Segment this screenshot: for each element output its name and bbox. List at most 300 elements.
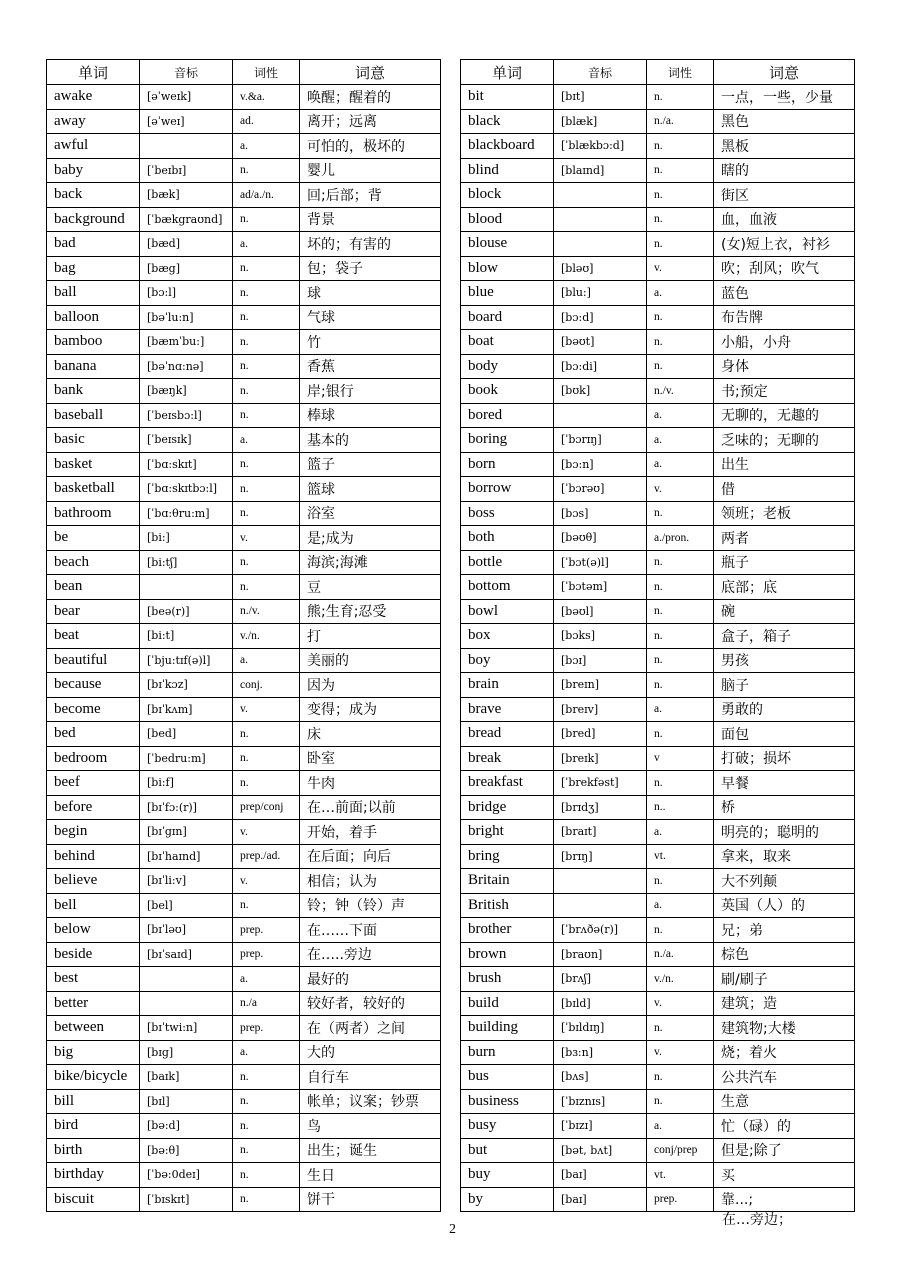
word-cell: board	[461, 305, 554, 330]
meaning-cell: 离开；远离	[300, 109, 441, 134]
phonetic-cell: [ˈbɪznɪs]	[554, 1089, 647, 1114]
pos-cell: n.	[233, 256, 300, 281]
pos-cell: n.	[233, 477, 300, 502]
phonetic-cell: [bə:θ]	[140, 1138, 233, 1163]
phonetic-cell	[140, 134, 233, 159]
vocab-row	[47, 305, 441, 330]
pos-cell: n./a.	[647, 942, 714, 967]
pos-cell: a.	[647, 820, 714, 845]
word-cell: brother	[461, 918, 554, 943]
word-cell: bit	[461, 85, 554, 110]
phonetic-cell: [bɔs]	[554, 501, 647, 526]
word-cell: brown	[461, 942, 554, 967]
vocab-row	[461, 844, 855, 869]
word-cell: bean	[47, 575, 140, 600]
header-pos: 词性	[647, 60, 714, 85]
vocab-row	[461, 1065, 855, 1090]
pos-cell: a.	[647, 697, 714, 722]
vocab-row	[47, 428, 441, 453]
phonetic-cell	[140, 575, 233, 600]
pos-cell: a.	[233, 232, 300, 257]
meaning-cell: 建筑；造	[714, 991, 855, 1016]
meaning-cell: 岸;银行	[300, 379, 441, 404]
meaning-cell: 竹	[300, 330, 441, 355]
pos-cell: n.	[233, 1065, 300, 1090]
vocab-row	[47, 1163, 441, 1188]
pos-cell: vt.	[647, 844, 714, 869]
vocab-row	[461, 967, 855, 992]
vocab-table-right	[460, 59, 855, 1212]
word-cell: beside	[47, 942, 140, 967]
meaning-continuation: 在…旁边；	[722, 1212, 792, 1228]
phonetic-cell: [bɪld]	[554, 991, 647, 1016]
word-cell: basketball	[47, 477, 140, 502]
pos-cell: n.	[647, 673, 714, 698]
phonetic-cell: [bɪˈsaɪd]	[140, 942, 233, 967]
word-cell: brush	[461, 967, 554, 992]
vocab-row	[47, 575, 441, 600]
phonetic-cell: [bɪˈgɪn]	[140, 820, 233, 845]
pos-cell: vt.	[647, 1163, 714, 1188]
vocab-row	[47, 820, 441, 845]
meaning-cell: 身体	[714, 354, 855, 379]
meaning-cell: 因为	[300, 673, 441, 698]
word-cell: biscuit	[47, 1187, 140, 1212]
phonetic-cell: [bæŋk]	[140, 379, 233, 404]
phonetic-cell: [ˈbɔtəm]	[554, 575, 647, 600]
header-pos: 词性	[233, 60, 300, 85]
phonetic-cell: [ˈbeɪsɪk]	[140, 428, 233, 453]
vocab-row	[47, 893, 441, 918]
phonetic-cell	[554, 232, 647, 257]
phonetic-cell: [ˈbɔrəʊ]	[554, 477, 647, 502]
vocab-row	[461, 1016, 855, 1041]
vocab-row	[47, 403, 441, 428]
pos-cell: n.	[233, 452, 300, 477]
phonetic-cell	[140, 991, 233, 1016]
vocab-row	[47, 207, 441, 232]
phonetic-cell: [bə:d]	[140, 1114, 233, 1139]
pos-cell: n.	[647, 1065, 714, 1090]
vocab-row	[47, 697, 441, 722]
vocab-table-left	[46, 59, 441, 1212]
pos-cell: n.	[647, 599, 714, 624]
pos-cell: prep.	[233, 918, 300, 943]
pos-cell: v.	[233, 869, 300, 894]
word-cell: before	[47, 795, 140, 820]
pos-cell: a.	[647, 893, 714, 918]
word-cell: begin	[47, 820, 140, 845]
pos-cell: v.	[647, 477, 714, 502]
pos-cell: n.	[233, 575, 300, 600]
vocab-row	[47, 1187, 441, 1212]
word-cell: birthday	[47, 1163, 140, 1188]
word-cell: baseball	[47, 403, 140, 428]
pos-cell: n.	[233, 403, 300, 428]
pos-cell: v.	[647, 256, 714, 281]
vocab-row	[47, 1114, 441, 1139]
word-cell: bathroom	[47, 501, 140, 526]
vocab-row	[47, 477, 441, 502]
vocab-row	[47, 722, 441, 747]
phonetic-cell: [breɪn]	[554, 673, 647, 698]
header-word: 单词	[47, 60, 140, 85]
vocab-row	[47, 869, 441, 894]
phonetic-cell: [ˈbrʌðə(r)]	[554, 918, 647, 943]
vocab-row	[461, 771, 855, 796]
phonetic-cell: [ˈbɪskɪt]	[140, 1187, 233, 1212]
pos-cell: n.	[647, 158, 714, 183]
word-cell: birth	[47, 1138, 140, 1163]
phonetic-cell: [baɪ]	[554, 1163, 647, 1188]
meaning-cell: 帐单；议案；钞票	[300, 1089, 441, 1114]
pos-cell: n./a.	[647, 109, 714, 134]
pos-cell: v.	[233, 697, 300, 722]
phonetic-cell: [ˈbeɪsbɔ:l]	[140, 403, 233, 428]
pos-cell: prep.	[233, 942, 300, 967]
phonetic-cell: [bɜ:n]	[554, 1040, 647, 1065]
meaning-cell: 可怕的，极坏的	[300, 134, 441, 159]
meaning-cell: 靠...;	[714, 1187, 855, 1212]
phonetic-cell: [bəˈlu:n]	[140, 305, 233, 330]
meaning-cell: 气球	[300, 305, 441, 330]
meaning-cell: 开始，着手	[300, 820, 441, 845]
phonetic-cell: [bəʊt]	[554, 330, 647, 355]
vocab-row	[47, 673, 441, 698]
meaning-cell: 牛肉	[300, 771, 441, 796]
pos-cell: n.	[233, 354, 300, 379]
phonetic-cell: [bæg]	[140, 256, 233, 281]
phonetic-cell: [bɪt]	[554, 85, 647, 110]
pos-cell: a.	[647, 403, 714, 428]
phonetic-cell: [bɪˈtwi:n]	[140, 1016, 233, 1041]
phonetic-cell: [baɪ]	[554, 1187, 647, 1212]
meaning-cell: 兄；弟	[714, 918, 855, 943]
pos-cell: n.	[233, 1138, 300, 1163]
word-cell: bag	[47, 256, 140, 281]
meaning-cell: 忙（碌）的	[714, 1114, 855, 1139]
vocab-row	[47, 1065, 441, 1090]
word-cell: behind	[47, 844, 140, 869]
phonetic-cell: [bɪl]	[140, 1089, 233, 1114]
meaning-cell: 借	[714, 477, 855, 502]
pos-cell: a.	[233, 134, 300, 159]
phonetic-cell: [bɪˈkɔz]	[140, 673, 233, 698]
vocab-row	[47, 771, 441, 796]
meaning-cell: 相信；认为	[300, 869, 441, 894]
phonetic-cell: [bæk]	[140, 183, 233, 208]
page-number: 2	[449, 1222, 456, 1237]
word-cell: bottom	[461, 575, 554, 600]
meaning-cell: 在后面；向后	[300, 844, 441, 869]
pos-cell: n.	[647, 648, 714, 673]
pos-cell: n.	[647, 575, 714, 600]
header-row	[47, 60, 441, 85]
meaning-cell: 较好者，较好的	[300, 991, 441, 1016]
meaning-cell: 铃；钟（铃）声	[300, 893, 441, 918]
word-cell: book	[461, 379, 554, 404]
vocab-row	[461, 1187, 855, 1212]
vocab-row	[461, 918, 855, 943]
meaning-cell: 大不列颠	[714, 869, 855, 894]
vocab-row	[47, 991, 441, 1016]
pos-cell: n.	[647, 1016, 714, 1041]
phonetic-cell: [braʊn]	[554, 942, 647, 967]
phonetic-cell: [əˈweɪ]	[140, 109, 233, 134]
phonetic-cell: [ˈblækbɔ:d]	[554, 134, 647, 159]
meaning-cell: 基本的	[300, 428, 441, 453]
vocab-row	[47, 232, 441, 257]
vocab-row	[461, 722, 855, 747]
pos-cell: n.	[233, 1089, 300, 1114]
meaning-cell: 书;预定	[714, 379, 855, 404]
vocab-row	[47, 85, 441, 110]
meaning-cell: 无聊的，无趣的	[714, 403, 855, 428]
pos-cell: n.	[647, 918, 714, 943]
meaning-cell: 布告牌	[714, 305, 855, 330]
meaning-cell: 豆	[300, 575, 441, 600]
pos-cell: n.	[647, 232, 714, 257]
vocab-row	[47, 648, 441, 673]
header-meaning: 词意	[714, 60, 855, 85]
meaning-cell: 明亮的；聪明的	[714, 820, 855, 845]
meaning-cell: 男孩	[714, 648, 855, 673]
word-cell: bowl	[461, 599, 554, 624]
pos-cell: a.	[647, 452, 714, 477]
meaning-cell: 买	[714, 1163, 855, 1188]
meaning-cell: 一点，一些，少量	[714, 85, 855, 110]
pos-cell: n.	[647, 305, 714, 330]
word-cell: block	[461, 183, 554, 208]
pos-cell: n.	[233, 330, 300, 355]
meaning-cell: 美丽的	[300, 648, 441, 673]
vocab-row	[47, 624, 441, 649]
header-meaning: 词意	[300, 60, 441, 85]
vocab-row	[461, 673, 855, 698]
phonetic-cell: [baɪk]	[140, 1065, 233, 1090]
word-cell: British	[461, 893, 554, 918]
vocab-row	[47, 942, 441, 967]
vocab-row	[47, 330, 441, 355]
phonetic-cell: [ˈbju:tɪf(ə)l]	[140, 648, 233, 673]
vocab-row	[47, 746, 441, 771]
word-cell: big	[47, 1040, 140, 1065]
phonetic-cell: [ˈbə:0deɪ]	[140, 1163, 233, 1188]
meaning-cell: 在…..旁边	[300, 942, 441, 967]
vocab-row	[47, 281, 441, 306]
phonetic-cell: [ˈbɑ:skɪt]	[140, 452, 233, 477]
vocab-row	[461, 942, 855, 967]
vocab-row	[47, 918, 441, 943]
pos-cell: n.	[233, 281, 300, 306]
word-cell: awake	[47, 85, 140, 110]
pos-cell: prep/conj	[233, 795, 300, 820]
pos-cell: n.	[647, 207, 714, 232]
vocab-row	[461, 85, 855, 110]
word-cell: body	[461, 354, 554, 379]
vocab-row	[47, 354, 441, 379]
word-cell: ball	[47, 281, 140, 306]
phonetic-cell: [braɪt]	[554, 820, 647, 845]
meaning-cell: 棕色	[714, 942, 855, 967]
pos-cell: a.	[647, 428, 714, 453]
pos-cell: n.	[233, 550, 300, 575]
pos-cell: n.	[647, 722, 714, 747]
word-cell: because	[47, 673, 140, 698]
meaning-cell: 熊;生育;忍受	[300, 599, 441, 624]
vocab-row	[461, 354, 855, 379]
meaning-cell: 在……下面	[300, 918, 441, 943]
pos-cell: n.	[647, 134, 714, 159]
vocab-row	[461, 795, 855, 820]
meaning-cell: 乏味的；无聊的	[714, 428, 855, 453]
meaning-cell: 在…前面;以前	[300, 795, 441, 820]
word-cell: be	[47, 526, 140, 551]
pos-cell: a.	[233, 648, 300, 673]
phonetic-cell: [bɔ:l]	[140, 281, 233, 306]
pos-cell: n.	[647, 1089, 714, 1114]
word-cell: background	[47, 207, 140, 232]
phonetic-cell: [ˈbeɪbɪ]	[140, 158, 233, 183]
word-cell: bored	[461, 403, 554, 428]
vocab-row	[461, 624, 855, 649]
vocab-row	[47, 599, 441, 624]
phonetic-cell: [bɪˈkʌm]	[140, 697, 233, 722]
vocab-row	[461, 501, 855, 526]
phonetic-cell: [ˈbɔt(ə)l]	[554, 550, 647, 575]
vocab-row	[461, 526, 855, 551]
meaning-cell: 生日	[300, 1163, 441, 1188]
phonetic-cell: [bæmˈbu:]	[140, 330, 233, 355]
word-cell: blackboard	[461, 134, 554, 159]
meaning-cell: 碗	[714, 599, 855, 624]
vocab-row	[47, 795, 441, 820]
word-cell: but	[461, 1138, 554, 1163]
meaning-cell: 打	[300, 624, 441, 649]
phonetic-cell: [beə(r)]	[140, 599, 233, 624]
word-cell: buy	[461, 1163, 554, 1188]
phonetic-cell: [bɪˈləʊ]	[140, 918, 233, 943]
meaning-cell: 血，血液	[714, 207, 855, 232]
word-cell: boss	[461, 501, 554, 526]
word-cell: bad	[47, 232, 140, 257]
vocab-row	[461, 991, 855, 1016]
phonetic-cell: [bʊk]	[554, 379, 647, 404]
meaning-cell: 在（两者）之间	[300, 1016, 441, 1041]
pos-cell: n.	[647, 550, 714, 575]
vocab-row	[461, 379, 855, 404]
header-row	[461, 60, 855, 85]
pos-cell: a.	[233, 428, 300, 453]
meaning-cell: 是;成为	[300, 526, 441, 551]
meaning-cell: 桥	[714, 795, 855, 820]
pos-cell: v.	[233, 820, 300, 845]
meaning-cell: 早餐	[714, 771, 855, 796]
vocab-row	[461, 305, 855, 330]
meaning-cell: 浴室	[300, 501, 441, 526]
phonetic-cell: [bɔɪ]	[554, 648, 647, 673]
meaning-cell: (女)短上衣，衬衫	[714, 232, 855, 257]
vocab-row	[47, 550, 441, 575]
vocab-row	[461, 207, 855, 232]
pos-cell: prep.	[233, 1016, 300, 1041]
pos-cell: n.	[647, 869, 714, 894]
phonetic-cell: [bel]	[140, 893, 233, 918]
pos-cell: n./v.	[647, 379, 714, 404]
phonetic-cell: [ˈbedru:m]	[140, 746, 233, 771]
phonetic-cell: [bred]	[554, 722, 647, 747]
meaning-cell: 小船，小舟	[714, 330, 855, 355]
meaning-cell: 大的	[300, 1040, 441, 1065]
vocab-row	[47, 183, 441, 208]
phonetic-cell: [ˈbɪzɪ]	[554, 1114, 647, 1139]
meaning-cell: 面包	[714, 722, 855, 747]
meaning-cell: 生意	[714, 1089, 855, 1114]
vocab-row	[461, 134, 855, 159]
vocab-row	[461, 697, 855, 722]
meaning-cell: 坏的；有害的	[300, 232, 441, 257]
meaning-cell: 棒球	[300, 403, 441, 428]
vocab-row	[461, 256, 855, 281]
phonetic-cell: [bɔ:n]	[554, 452, 647, 477]
word-cell: black	[461, 109, 554, 134]
pos-cell: a.	[233, 967, 300, 992]
meaning-cell: 变得；成为	[300, 697, 441, 722]
vocab-row	[47, 967, 441, 992]
phonetic-cell: [bɔ:di]	[554, 354, 647, 379]
header-phonetic: 音标	[140, 60, 233, 85]
pos-cell: n./v.	[233, 599, 300, 624]
word-cell: become	[47, 697, 140, 722]
meaning-cell: 海滨;海滩	[300, 550, 441, 575]
vocab-row	[47, 844, 441, 869]
vocab-row	[47, 109, 441, 134]
phonetic-cell	[554, 403, 647, 428]
pos-cell: n.	[233, 501, 300, 526]
word-cell: between	[47, 1016, 140, 1041]
vocab-row	[461, 1089, 855, 1114]
meaning-cell: 自行车	[300, 1065, 441, 1090]
meaning-cell: 街区	[714, 183, 855, 208]
pos-cell: v.	[647, 1040, 714, 1065]
word-cell: both	[461, 526, 554, 551]
word-cell: bill	[47, 1089, 140, 1114]
vocab-row	[47, 526, 441, 551]
vocab-row	[47, 134, 441, 159]
meaning-cell: 鸟	[300, 1114, 441, 1139]
meaning-cell: 领班；老板	[714, 501, 855, 526]
word-cell: back	[47, 183, 140, 208]
meaning-cell: 公共汽车	[714, 1065, 855, 1090]
word-cell: bike/bicycle	[47, 1065, 140, 1090]
phonetic-cell: [bɪˈfɔ:(r)]	[140, 795, 233, 820]
meaning-cell: 背景	[300, 207, 441, 232]
pos-cell: conj/prep	[647, 1138, 714, 1163]
vocab-row	[461, 1040, 855, 1065]
meaning-cell: 香蕉	[300, 354, 441, 379]
word-cell: box	[461, 624, 554, 649]
phonetic-cell: [bɔ:d]	[554, 305, 647, 330]
vocab-row	[461, 232, 855, 257]
pos-cell: n.	[233, 1163, 300, 1188]
meaning-cell: 卧室	[300, 746, 441, 771]
meaning-cell: 出生；诞生	[300, 1138, 441, 1163]
vocab-row	[47, 501, 441, 526]
pos-cell: n.	[647, 354, 714, 379]
phonetic-cell	[554, 893, 647, 918]
meaning-cell: 建筑物;大楼	[714, 1016, 855, 1041]
meaning-cell: 脑子	[714, 673, 855, 698]
